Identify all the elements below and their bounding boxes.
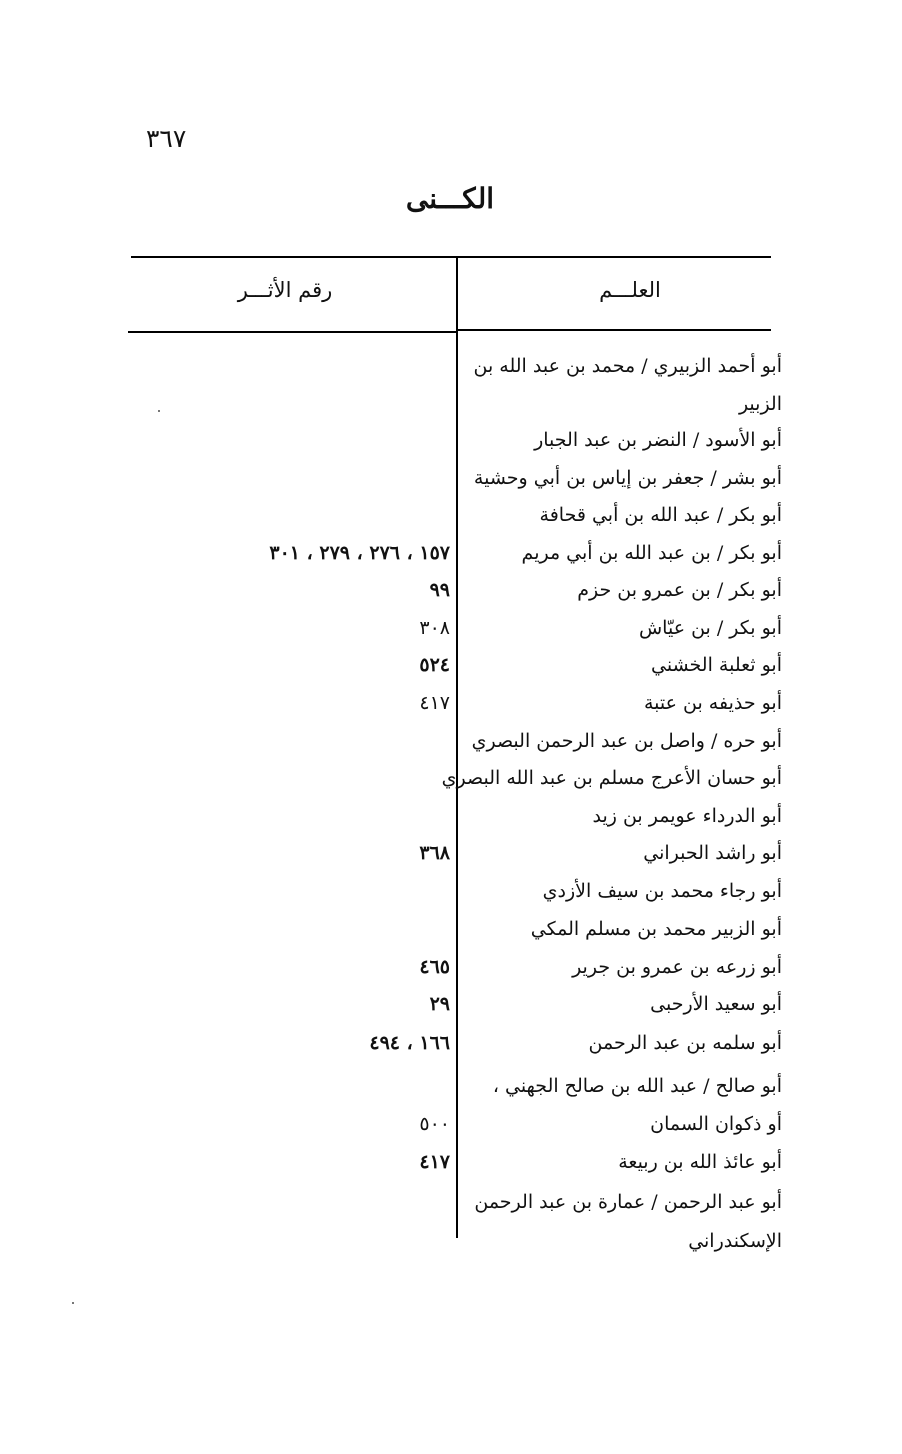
- entry-number: ١٥٧ ، ٢٧٦ ، ٢٧٩ ، ٣٠١: [269, 542, 450, 564]
- entry-name: أبو الزبير محمد بن مسلم المكي: [530, 918, 782, 940]
- entry-name: أو ذكوان السمان: [650, 1113, 782, 1135]
- entry-number: ٤١٧: [419, 692, 450, 714]
- entry-number: ٥٠٠: [419, 1113, 450, 1135]
- entry-name: أبو عائذ الله بن ربيعة: [618, 1151, 782, 1173]
- entry-name: أبو أحمد الزبيري / محمد بن عبد الله بن: [473, 355, 782, 377]
- entry-number: ٩٩: [429, 579, 450, 601]
- entry-number: ٤١٧: [419, 1151, 450, 1173]
- entry-name: أبو الأسود / النضر بن عبد الجبار: [534, 429, 782, 451]
- page-title: الكـــنى: [405, 182, 495, 215]
- entry-name: أبو سعيد الأرحبى: [650, 993, 782, 1015]
- entry-number: ٣٦٨: [419, 842, 450, 864]
- scan-speck: [158, 410, 160, 412]
- entry-name: أبو راشد الحبراني: [643, 842, 782, 864]
- entry-number: ٤٦٥: [419, 956, 450, 978]
- entry-name: الإسكندراني: [688, 1230, 782, 1252]
- entry-name: أبو ثعلبة الخشني: [651, 654, 782, 676]
- entry-name: أبو بكر / بن عبد الله بن أبي مريم: [521, 542, 782, 564]
- entry-name: أبو صالح / عبد الله بن صالح الجهني ،: [492, 1075, 782, 1097]
- header-number: رقم الأثـــر: [237, 278, 333, 302]
- entry-name: أبو رجاء محمد بن سيف الأزدي: [542, 880, 782, 902]
- entry-name: أبو زرعه بن عمرو بن جرير: [572, 956, 782, 978]
- entry-name: أبو الدرداء عويمر بن زيد: [592, 805, 782, 827]
- entry-name: أبو بكر / بن عيّاش: [638, 617, 782, 639]
- entry-number: ٢٩: [429, 993, 450, 1015]
- entry-name: الزبير: [738, 393, 782, 415]
- scan-speck: [72, 1302, 74, 1304]
- entry-name: أبو بكر / بن عمرو بن حزم: [577, 579, 782, 601]
- entry-name: أبو بكر / عبد الله بن أبي قحافة: [539, 504, 782, 526]
- entry-number: ٣٠٨: [419, 617, 450, 639]
- entry-number: ١٦٦ ، ٤٩٤: [369, 1032, 450, 1054]
- entry-name: أبو حره / واصل بن عبد الرحمن البصري: [471, 730, 782, 752]
- entry-name: أبو سلمه بن عبد الرحمن: [588, 1032, 782, 1054]
- entry-name: أبو بشر / جعفر بن إياس بن أبي وحشية: [473, 467, 782, 489]
- entry-name: أبو عبد الرحمن / عمارة بن عبد الرحمن: [474, 1191, 782, 1213]
- header-name: العلـــم: [599, 278, 661, 302]
- page-number: ٣٦٧: [146, 124, 187, 153]
- entry-name: أبو حذيفه بن عتبة: [643, 692, 782, 714]
- entry-number: ٥٢٤: [419, 654, 450, 676]
- entry-name: أبو حسان الأعرج مسلم بن عبد الله البصري: [441, 767, 782, 789]
